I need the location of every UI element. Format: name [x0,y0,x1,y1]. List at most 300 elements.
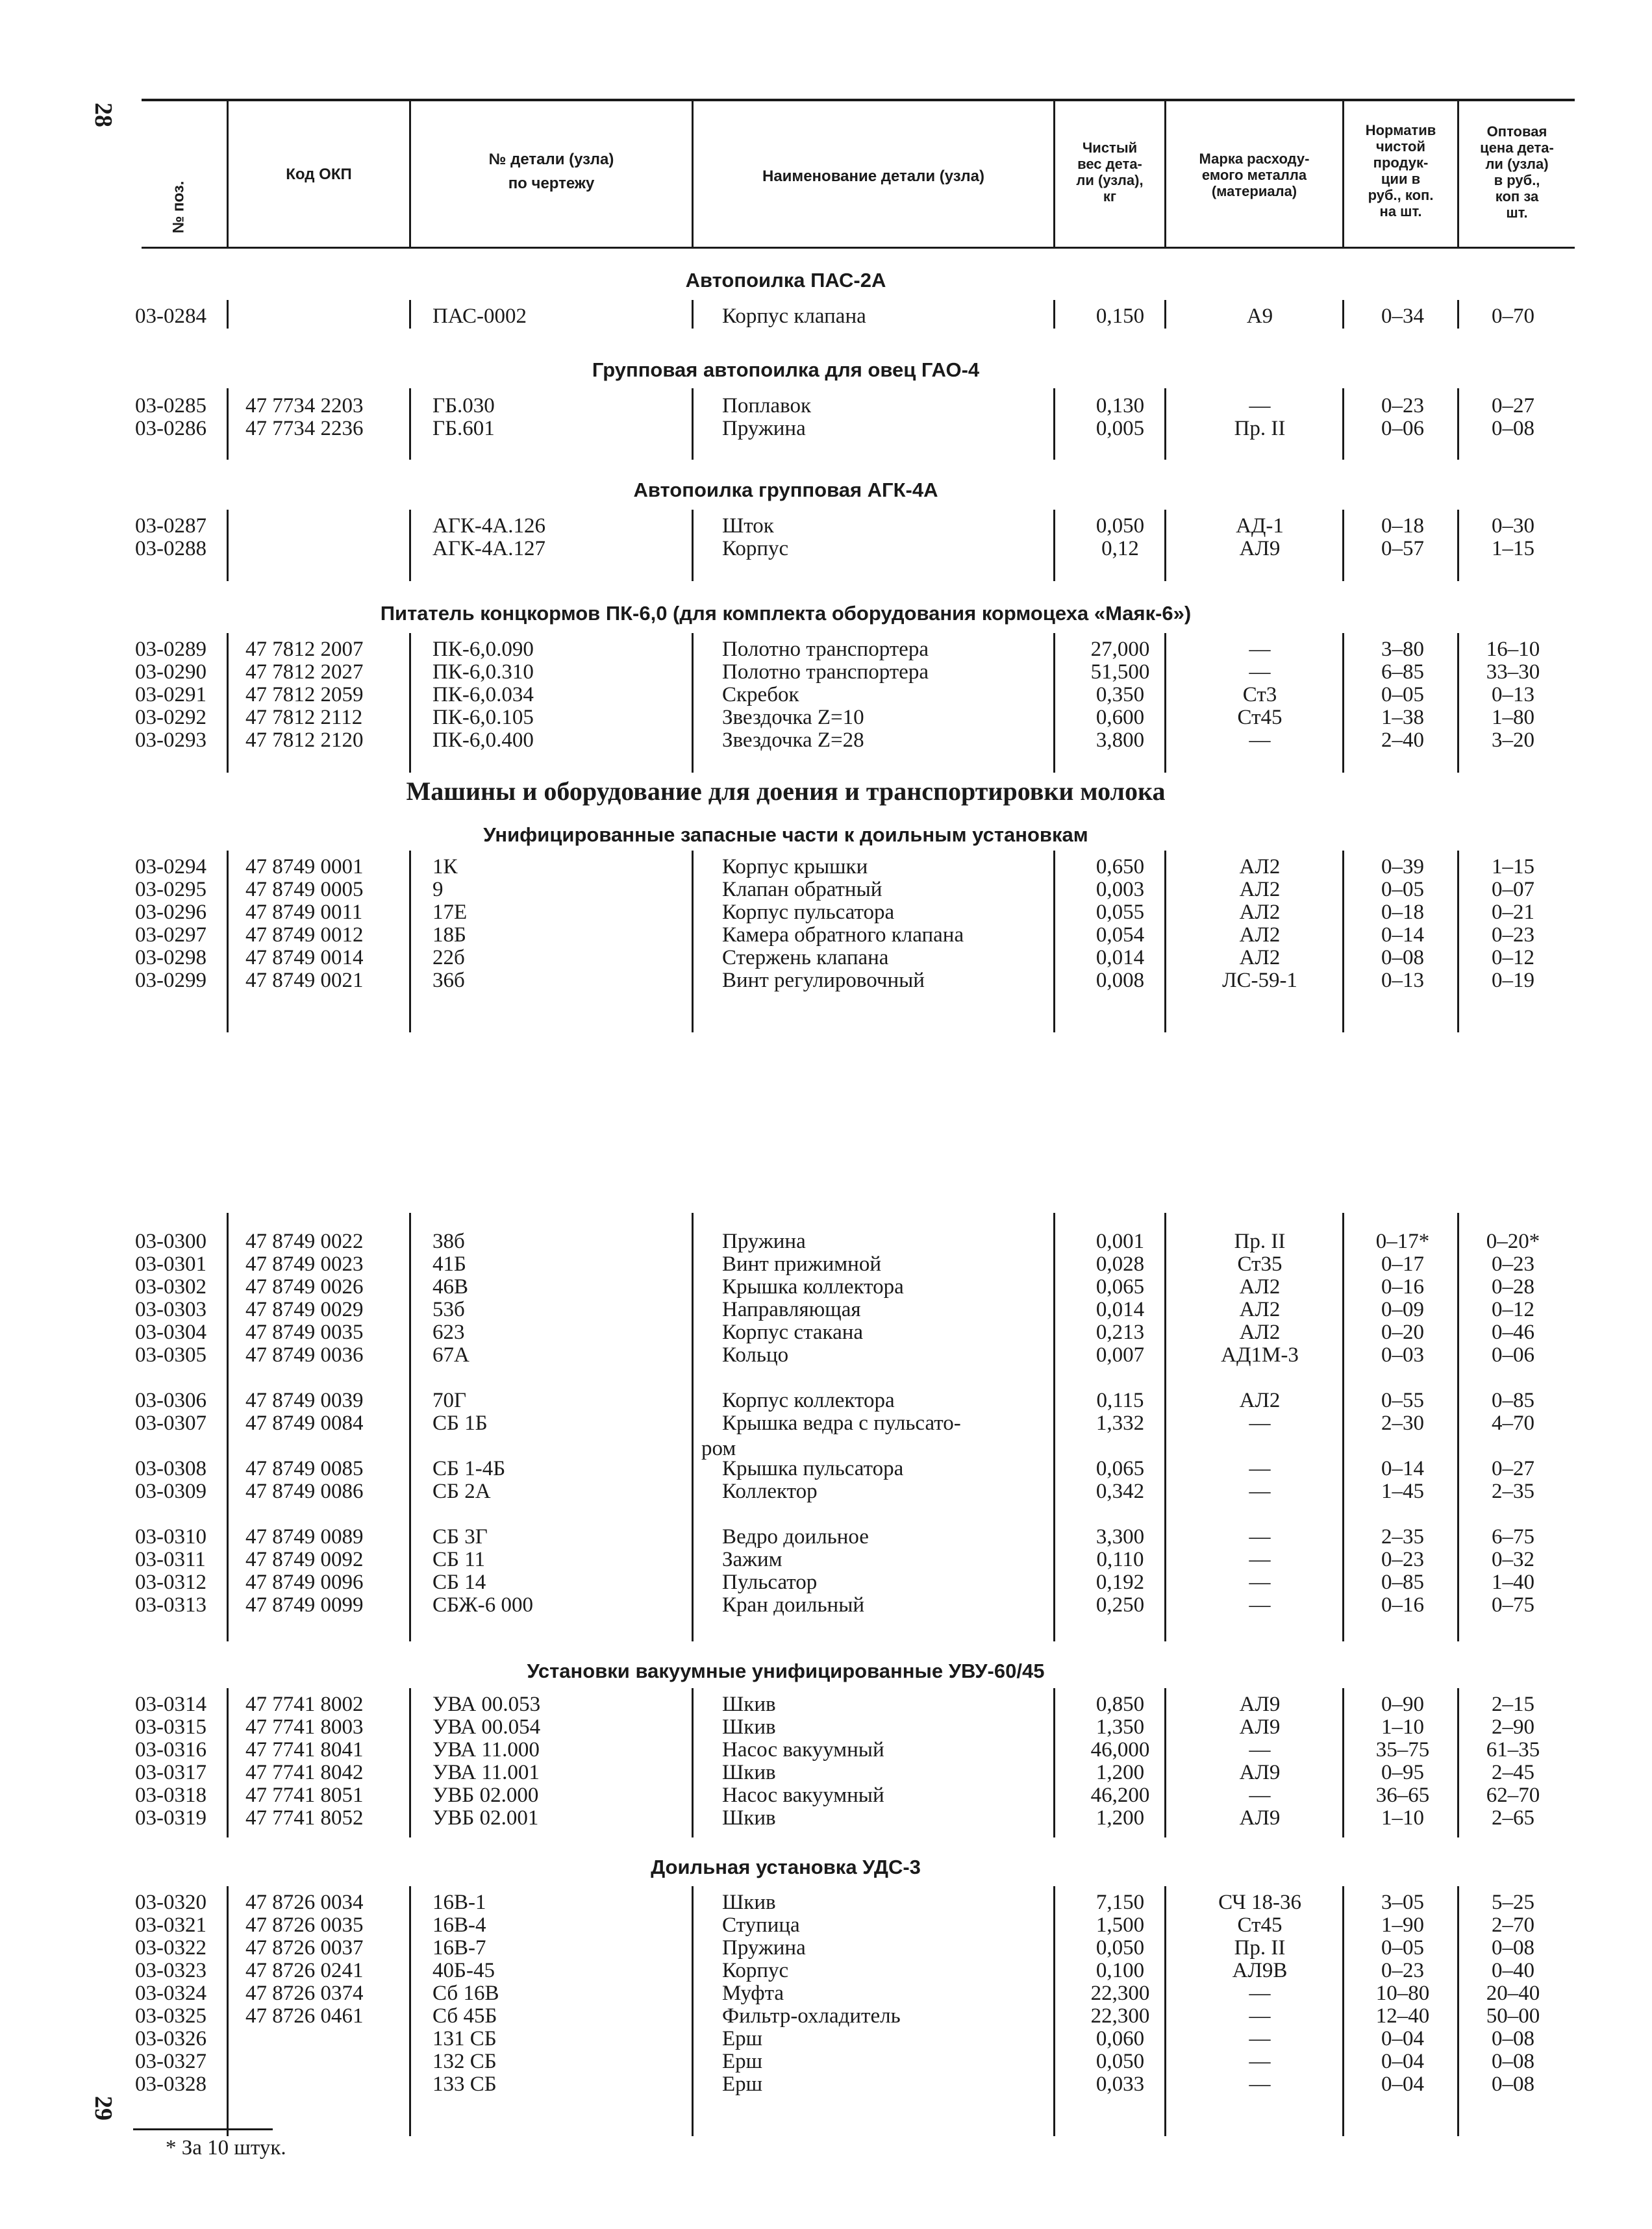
price-cell: 3–20 [1492,728,1534,752]
detail-cell: СБ 2А [432,1480,491,1503]
name-cell: Ерш [722,2073,763,2096]
mass-cell: 46,200 [1090,1784,1150,1807]
material-cell: АЛ2 [1239,1275,1281,1299]
mass-cell: 0,192 [1095,1571,1145,1594]
name-continuation: ром [701,1437,736,1460]
norm-cell: 1–10 [1381,1806,1424,1830]
detail-cell: ПК-6,0.090 [432,638,534,661]
material-cell: СЧ 18-36 [1218,1891,1301,1914]
price-cell: 1–80 [1492,706,1534,729]
mass-cell: 0,600 [1095,706,1145,729]
table-row [0,1807,1652,1830]
material-cell: — [1249,2050,1271,2073]
price-cell: 1–40 [1492,1571,1534,1594]
price-cell: 0–08 [1492,1936,1534,1960]
norm-cell: 0–20 [1381,1321,1424,1344]
name-cell: Крышка ведра с пульсато- [722,1412,961,1435]
header-detail: № детали (узла) по чертежу [488,151,614,192]
detail-cell: ГБ.030 [432,394,495,417]
okp-cell: 47 8726 0035 [245,1913,364,1937]
price-cell: 2–90 [1492,1715,1534,1739]
section-title: Установки вакуумные унифицированные УВУ-60/45 [527,1660,1045,1682]
material-cell: АЛ9 [1239,1715,1281,1739]
detail-cell: 16В-4 [432,1913,486,1937]
name-cell: Камера обратного клапана [722,923,964,947]
detail-cell: ПК-6,0.105 [432,706,534,729]
material-cell: АЛ2 [1239,855,1281,878]
okp-cell: 47 8749 0011 [245,901,363,924]
detail-cell: 22б [432,946,465,969]
table-row [0,1693,1652,1716]
detail-cell: 46В [432,1275,469,1299]
material-cell: — [1249,660,1271,684]
norm-cell: 0–17* [1375,1230,1430,1253]
okp-cell: 47 8726 0241 [245,1959,364,1982]
okp-cell: 47 8749 0036 [245,1343,364,1367]
detail-cell: УВБ 02.001 [432,1806,539,1830]
table-row [0,1480,1652,1503]
material-cell: — [1249,394,1271,417]
mass-cell: 0,342 [1095,1480,1145,1503]
detail-cell: УВА 00.053 [432,1693,541,1716]
name-cell: Направляющая [722,1298,861,1321]
name-cell: Муфта [722,1982,784,2005]
material-cell: АД1М-3 [1221,1343,1299,1367]
pos-cell: 03-0320 [135,1891,206,1914]
material-cell: — [1249,2004,1271,2028]
mass-cell: 0,250 [1095,1593,1145,1617]
name-cell: Шкив [722,1761,776,1784]
norm-cell: 0–55 [1381,1389,1424,1412]
name-cell: Звездочка Z=10 [722,706,864,729]
okp-cell: 47 8749 0096 [245,1571,364,1594]
norm-cell: 0–08 [1381,946,1424,969]
name-cell: Коллектор [722,1480,818,1503]
okp-cell: 47 8749 0001 [245,855,364,878]
name-cell: Корпус пульсатора [722,901,895,924]
okp-cell: 47 7741 8052 [245,1806,364,1830]
norm-cell: 0–04 [1381,2073,1424,2096]
price-cell: 2–70 [1492,1913,1534,1937]
detail-cell: 67А [432,1343,469,1367]
material-cell: АЛ9В [1232,1959,1288,1982]
detail-cell: 36б [432,969,465,992]
detail-cell: 132 СБ [432,2050,497,2073]
name-cell: Кран доильный [722,1593,865,1617]
pos-cell: 03-0309 [135,1480,206,1503]
pos-cell: 03-0327 [135,2050,206,2073]
detail-cell: СБ 1Б [432,1412,488,1435]
detail-cell: УВА 11.000 [432,1738,540,1762]
name-cell: Корпус [722,537,789,560]
table-row [0,1937,1652,1960]
pos-cell: 03-0319 [135,1806,206,1830]
okp-cell: 47 7734 2236 [245,417,364,440]
norm-cell: 0–16 [1381,1593,1424,1617]
norm-cell: 12–40 [1375,2004,1430,2028]
table-row [0,515,1652,538]
price-cell: 0–21 [1492,901,1534,924]
pos-cell: 03-0304 [135,1321,206,1344]
okp-cell: 47 8749 0012 [245,923,364,947]
name-cell: Насос вакуумный [722,1784,884,1807]
detail-cell: 623 [432,1321,465,1344]
material-cell: АЛ2 [1239,1298,1281,1321]
mass-cell: 0,150 [1095,305,1145,328]
table-row [0,901,1652,924]
okp-cell: 47 8749 0022 [245,1230,364,1253]
pos-cell: 03-0307 [135,1412,206,1435]
price-cell: 0–08 [1492,2050,1534,2073]
detail-cell: 9 [432,878,444,901]
detail-cell: ПАС-0002 [432,305,527,328]
table-row [0,729,1652,752]
okp-cell: 47 8726 0034 [245,1891,364,1914]
pos-cell: 03-0312 [135,1571,206,1594]
table-row [0,856,1652,878]
norm-cell: 0–18 [1381,514,1424,538]
section-title: Доильная установка УДС-3 [651,1856,921,1878]
price-cell: 0–20* [1486,1230,1540,1253]
material-cell: Пр. II [1234,417,1286,440]
detail-cell: 133 СБ [432,2073,497,2096]
okp-cell: 47 7741 8051 [245,1784,364,1807]
material-cell: — [1249,1525,1271,1549]
norm-cell: 0–23 [1381,1959,1424,1982]
price-cell: 0–27 [1492,1457,1534,1480]
detail-cell: 18Б [432,923,466,947]
pos-cell: 03-0305 [135,1343,206,1367]
material-cell: Ст35 [1237,1252,1283,1276]
price-cell: 2–15 [1492,1693,1534,1716]
mass-cell: 0,650 [1095,855,1145,878]
mass-cell: 0,050 [1095,2050,1145,2073]
mass-cell: 0,110 [1096,1548,1144,1571]
pos-cell: 03-0290 [135,660,206,684]
name-cell: Корпус коллектора [722,1389,895,1412]
price-cell: 2–65 [1492,1806,1534,1830]
material-cell: АЛ9 [1239,1806,1281,1830]
name-cell: Крышка пульсатора [722,1457,904,1480]
norm-cell: 1–90 [1381,1913,1424,1937]
mass-cell: 0,115 [1096,1389,1144,1412]
price-cell: 0–85 [1492,1389,1534,1412]
detail-cell: 17Е [432,901,468,924]
detail-cell: ПК-6,0.034 [432,683,534,706]
table-row [0,969,1652,992]
name-cell: Шкив [722,1891,776,1914]
mass-cell: 1,500 [1095,1913,1145,1937]
price-cell: 0–30 [1492,514,1534,538]
pos-cell: 03-0310 [135,1525,206,1549]
table-row [0,1344,1652,1367]
pos-cell: 03-0313 [135,1593,206,1617]
price-cell: 0–13 [1492,683,1534,706]
price-cell: 0–32 [1492,1548,1534,1571]
okp-cell: 47 8749 0014 [245,946,364,969]
detail-cell: 16В-1 [432,1891,486,1914]
table-row [0,1960,1652,1982]
header-norm: Норматив чистой продук- ции в руб., коп. на шт. [1365,122,1436,219]
material-cell: Пр. II [1234,1936,1286,1960]
pos-cell: 03-0291 [135,683,206,706]
material-cell: — [1249,1412,1271,1435]
pos-cell: 03-0298 [135,946,206,969]
okp-cell: 47 8749 0023 [245,1252,364,1276]
price-cell: 0–70 [1492,305,1534,328]
mass-cell: 0,060 [1095,2027,1145,2050]
norm-cell: 0–90 [1381,1693,1424,1716]
table-row [0,924,1652,947]
okp-cell: 47 7812 2059 [245,683,364,706]
mass-cell: 3,300 [1095,1525,1145,1549]
price-cell: 0–07 [1492,878,1534,901]
name-cell: Ерш [722,2027,763,2050]
detail-cell: ГБ.601 [432,417,495,440]
table-row [0,684,1652,706]
material-cell: — [1249,728,1271,752]
detail-cell: 40Б-45 [432,1959,495,1982]
pos-cell: 03-0311 [135,1548,206,1571]
footnote: * За 10 штук. [166,2136,286,2160]
material-cell: АЛ2 [1239,901,1281,924]
name-cell: Корпус клапана [722,305,866,328]
name-cell: Винт прижимной [722,1252,881,1276]
norm-cell: 0–04 [1381,2027,1424,2050]
norm-cell: 0–14 [1381,923,1424,947]
table-row [0,1739,1652,1762]
price-cell: 16–10 [1486,638,1540,661]
name-cell: Полотно транспортера [722,660,929,684]
material-cell: АЛ2 [1239,1389,1281,1412]
norm-cell: 0–05 [1381,683,1424,706]
mass-cell: 0,130 [1095,394,1145,417]
header-material: Марка расходу- емого металла (материала) [1199,151,1310,199]
price-cell: 0–28 [1492,1275,1534,1299]
header-mass: Чистый вес дета- ли (узла), кг [1076,140,1144,205]
price-cell: 6–75 [1492,1525,1534,1549]
name-cell: Крышка коллектора [722,1275,904,1299]
price-cell: 0–46 [1492,1321,1534,1344]
detail-cell: 53б [432,1298,465,1321]
mass-cell: 0,054 [1095,923,1145,947]
material-cell: Ст3 [1242,683,1277,706]
price-cell: 0–27 [1492,394,1534,417]
pos-cell: 03-0302 [135,1275,206,1299]
material-cell: АЛ9 [1239,1693,1281,1716]
detail-cell: 16В-7 [432,1936,486,1960]
name-cell: Скребок [722,683,799,706]
table-row [0,1762,1652,1784]
price-cell: 50–00 [1486,2004,1540,2028]
detail-cell: ПК-6,0.400 [432,728,534,752]
norm-cell: 0–18 [1381,901,1424,924]
table-row [0,1594,1652,1617]
name-cell: Фильтр-охладитель [722,2004,901,2028]
material-cell: — [1249,1457,1271,1480]
material-cell: АЛ2 [1239,946,1281,969]
name-cell: Пружина [722,417,806,440]
detail-cell: СБ 11 [432,1548,485,1571]
table-row [0,1891,1652,1914]
mass-cell: 1,350 [1095,1715,1145,1739]
norm-cell: 0–23 [1381,1548,1424,1571]
material-cell: АЛ2 [1239,878,1281,901]
norm-cell: 2–30 [1381,1412,1424,1435]
okp-cell: 47 7812 2112 [245,706,363,729]
pos-cell: 03-0314 [135,1693,206,1716]
norm-cell: 0–05 [1381,1936,1424,1960]
norm-cell: 1–38 [1381,706,1424,729]
name-cell: Поплавок [722,394,811,417]
price-cell: 0–40 [1492,1959,1534,1982]
detail-cell: УВБ 02.000 [432,1784,539,1807]
detail-cell: АГК-4А.127 [432,537,545,560]
mass-cell: 0,100 [1095,1959,1145,1982]
pos-cell: 03-0294 [135,855,206,878]
table-row [0,417,1652,440]
table-row [0,878,1652,901]
table-row [0,305,1652,328]
name-cell: Кольцо [722,1343,789,1367]
norm-cell: 1–10 [1381,1715,1424,1739]
material-cell: — [1249,1982,1271,2005]
table-row [0,1784,1652,1807]
detail-cell: 38б [432,1230,465,1253]
pos-cell: 03-0287 [135,514,206,538]
mass-cell: 0,350 [1095,683,1145,706]
pos-cell: 03-0324 [135,1982,206,2005]
norm-cell: 0–34 [1381,305,1424,328]
detail-cell: Сб 45Б [432,2004,497,2028]
material-cell: АЛ2 [1239,923,1281,947]
norm-cell: 1–45 [1381,1480,1424,1503]
norm-cell: 0–39 [1381,855,1424,878]
mass-cell: 0,028 [1095,1252,1145,1276]
table-row [0,1412,1652,1435]
mass-cell: 0,065 [1095,1275,1145,1299]
okp-cell: 47 8749 0035 [245,1321,364,1344]
okp-cell: 47 8726 0374 [245,1982,364,2005]
material-cell: — [1249,1738,1271,1762]
name-cell: Пульсатор [722,1571,818,1594]
section-title: Групповая автопоилка для овец ГАО-4 [592,358,980,381]
name-cell: Шток [722,514,774,538]
norm-cell: 0–23 [1381,394,1424,417]
section-title-main: Машины и оборудование для доения и транспортировки молока [406,777,1166,806]
pos-cell: 03-0306 [135,1389,206,1412]
name-cell: Шкив [722,1693,776,1716]
pos-cell: 03-0299 [135,969,206,992]
mass-cell: 0,050 [1095,1936,1145,1960]
okp-cell: 47 8749 0039 [245,1389,364,1412]
pos-cell: 03-0323 [135,1959,206,1982]
name-cell: Полотно транспортера [722,638,929,661]
okp-cell: 47 8726 0037 [245,1936,364,1960]
name-cell: Ступица [722,1913,800,1937]
pos-cell: 03-0300 [135,1230,206,1253]
mass-cell: 0,005 [1095,417,1145,440]
pos-cell: 03-0286 [135,417,206,440]
pos-cell: 03-0321 [135,1913,206,1937]
table-row [0,1321,1652,1344]
detail-cell: 70Г [432,1389,467,1412]
material-cell: АЛ9 [1239,1761,1281,1784]
pos-cell: 03-0317 [135,1761,206,1784]
norm-cell: 0–09 [1381,1298,1424,1321]
price-cell: 0–75 [1492,1593,1534,1617]
price-cell: 0–23 [1492,1252,1534,1276]
mass-cell: 1,332 [1095,1412,1145,1435]
table-row [0,1299,1652,1321]
detail-cell: Сб 16В [432,1982,499,2005]
mass-cell: 0,014 [1095,1298,1145,1321]
name-cell: Корпус [722,1959,789,1982]
norm-cell: 2–40 [1381,728,1424,752]
pos-cell: 03-0297 [135,923,206,947]
pos-cell: 03-0303 [135,1298,206,1321]
norm-cell: 0–03 [1381,1343,1424,1367]
section-title: Питатель концкормов ПК-6,0 (для комплекта оборудования кормоцеха «Маяк-6») [380,602,1192,625]
table-row [0,1230,1652,1253]
header-pos: № поз. [169,181,188,234]
norm-cell: 0–06 [1381,417,1424,440]
table-row [0,947,1652,969]
section-title: Автопоилка ПАС-2А [685,269,886,292]
mass-cell: 3,800 [1095,728,1145,752]
price-cell: 0–23 [1492,923,1534,947]
norm-cell: 0–16 [1381,1275,1424,1299]
norm-cell: 0–95 [1381,1761,1424,1784]
table-row [0,1389,1652,1412]
table-row [0,1526,1652,1549]
table-row [0,1458,1652,1480]
material-cell: АЛ2 [1239,1321,1281,1344]
mass-cell: 0,003 [1095,878,1145,901]
norm-cell: 0–57 [1381,537,1424,560]
okp-cell: 47 8749 0021 [245,969,364,992]
mass-cell: 0,033 [1095,2073,1145,2096]
mass-cell: 0,007 [1095,1343,1145,1367]
material-cell: — [1249,1784,1271,1807]
price-cell: 0–06 [1492,1343,1534,1367]
price-cell: 5–25 [1492,1891,1534,1914]
detail-cell: УВА 00.054 [432,1715,541,1739]
section-title: Автопоилка групповая АГК-4А [633,479,938,501]
pos-cell: 03-0326 [135,2027,206,2050]
pos-cell: 03-0293 [135,728,206,752]
detail-cell: СБ 3Г [432,1525,488,1549]
okp-cell: 47 7812 2007 [245,638,364,661]
footnote-rule [133,2128,273,2130]
name-cell: Корпус стакана [722,1321,864,1344]
pos-cell: 03-0288 [135,537,206,560]
norm-cell: 0–13 [1381,969,1424,992]
material-cell: А9 [1246,305,1273,328]
name-cell: Ведро доильное [722,1525,869,1549]
detail-cell: УВА 11.001 [432,1761,540,1784]
okp-cell: 47 7741 8042 [245,1761,364,1784]
price-cell: 0–08 [1492,417,1534,440]
mass-cell: 7,150 [1095,1891,1145,1914]
mass-cell: 27,000 [1090,638,1150,661]
norm-cell: 0–85 [1381,1571,1424,1594]
material-cell: — [1249,1480,1271,1503]
table-row [0,1276,1652,1299]
material-cell: — [1249,2073,1271,2096]
okp-cell: 47 8749 0085 [245,1457,364,1480]
pos-cell: 03-0322 [135,1936,206,1960]
